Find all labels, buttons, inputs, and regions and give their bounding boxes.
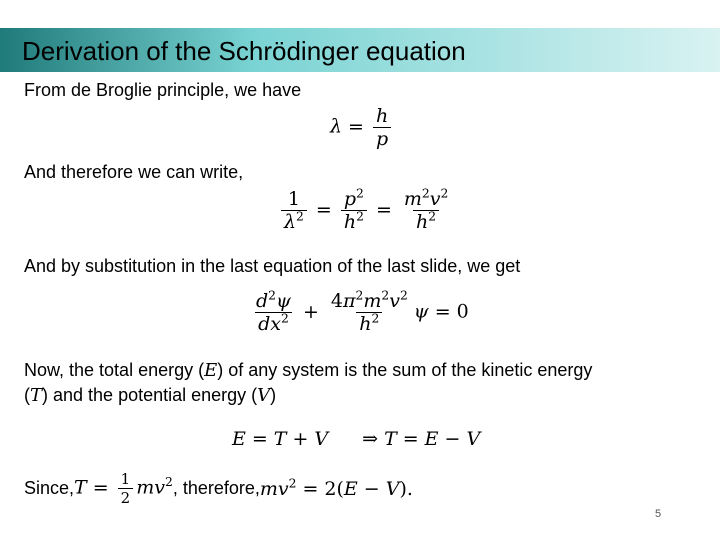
text-fragment: Now, the total energy ( bbox=[24, 360, 205, 380]
text-line-5 bbox=[24, 385, 276, 406]
equation-wave: $\frac{d^2\psi}{dx^2}$ + $\frac{4\pi^2m^2v^2}{h^2}$ ψ = 0 bbox=[256, 288, 469, 335]
text-line-2: And therefore we can write, bbox=[24, 162, 244, 182]
text-fragment: ) bbox=[270, 385, 277, 405]
symbol-E: E bbox=[204, 360, 218, 381]
text-line-6 bbox=[24, 470, 413, 507]
equation-de-broglie: λ = $\frac{h}{p}$ bbox=[330, 105, 394, 150]
symbol-T: T bbox=[30, 385, 43, 406]
text-fragment: ( bbox=[24, 385, 30, 405]
equation-energy: E = T + V ⇒ T = E − V bbox=[232, 428, 481, 450]
symbol-V: V bbox=[257, 385, 271, 406]
text-fragment: ) and the potential energy ( bbox=[42, 385, 258, 405]
text-line-4 bbox=[24, 360, 592, 381]
equation-mv2: $mv^2 = 2(E - V)$. bbox=[259, 476, 413, 500]
page-number: 5 bbox=[655, 508, 662, 520]
text-fragment: Since, bbox=[24, 478, 75, 498]
slide-title: Derivation of the Schrödinger equation bbox=[22, 36, 466, 66]
text-fragment: , therefore, bbox=[172, 478, 260, 498]
text-line-1: From de Broglie principle, we have bbox=[24, 80, 302, 100]
text-fragment: ) of any system is the sum of the kinetic energy bbox=[217, 360, 593, 380]
equation-inverse-wavelength: $\frac{1}{\lambda^2}$ = $\frac{p^2}{h^2}$ = $\frac{m^2v^2}{h^2}$ bbox=[278, 188, 454, 233]
text-line-3: And by substitution in the last equation of the last slide, we get bbox=[24, 256, 521, 276]
equation-kinetic: T = $\frac{1}{2}$ $mv^2$ bbox=[74, 470, 173, 507]
